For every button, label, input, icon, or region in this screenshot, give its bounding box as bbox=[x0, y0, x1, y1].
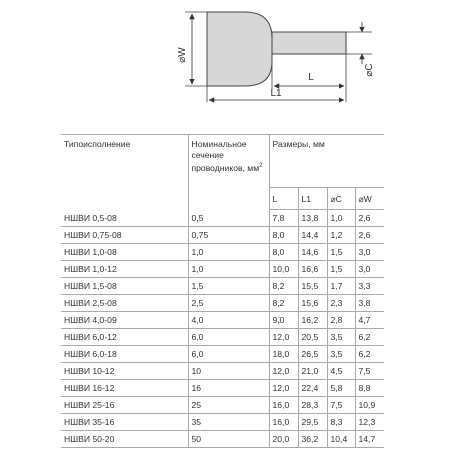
cell-type: НШВИ 0,75-08 bbox=[61, 227, 188, 244]
cell-nominal: 0,75 bbox=[188, 227, 269, 244]
cell-type: НШВИ 6,0-12 bbox=[61, 329, 188, 346]
cell-type: НШВИ 6,0-18 bbox=[61, 346, 188, 363]
cell-w: 10,9 bbox=[355, 397, 384, 414]
header-nominal-text: Номинальное сечение проводников, мм bbox=[191, 139, 260, 173]
cell-l: 12,0 bbox=[269, 380, 298, 397]
cell-l1: 15,6 bbox=[298, 295, 327, 312]
subheader-c: ⌀C bbox=[327, 188, 355, 210]
cell-w: 12,3 bbox=[355, 414, 384, 431]
cell-nominal: 50 bbox=[188, 431, 269, 448]
cell-c: 10,4 bbox=[327, 431, 355, 448]
cell-nominal: 1,0 bbox=[188, 261, 269, 278]
header-dims: Размеры, мм bbox=[269, 135, 384, 188]
dim-c-label: ⌀C bbox=[364, 63, 375, 77]
cell-l1: 16,6 bbox=[298, 261, 327, 278]
cell-c: 3,5 bbox=[327, 329, 355, 346]
cell-nominal: 2,5 bbox=[188, 295, 269, 312]
cell-l: 18,0 bbox=[269, 346, 298, 363]
cell-type: НШВИ 16-12 bbox=[61, 380, 188, 397]
cell-l1: 22,4 bbox=[298, 380, 327, 397]
cell-l1: 16,2 bbox=[298, 312, 327, 329]
tube-shape bbox=[272, 32, 346, 54]
sleeve-shape bbox=[207, 12, 272, 86]
header-nominal-sup: 2 bbox=[259, 163, 263, 169]
dim-l-label: L bbox=[308, 72, 314, 83]
cell-nominal: 35 bbox=[188, 414, 269, 431]
table-row bbox=[61, 278, 384, 295]
cell-nominal: 1,5 bbox=[188, 278, 269, 295]
cell-l: 9,0 bbox=[269, 312, 298, 329]
cell-l: 8,0 bbox=[269, 227, 298, 244]
cell-l: 10,0 bbox=[269, 261, 298, 278]
cell-nominal: 6,0 bbox=[188, 346, 269, 363]
cell-c: 7,5 bbox=[327, 397, 355, 414]
subheader-w: ⌀W bbox=[355, 188, 384, 210]
subheader-l1: L1 bbox=[298, 188, 327, 210]
cell-l: 12,0 bbox=[269, 363, 298, 380]
cell-c: 5,8 bbox=[327, 380, 355, 397]
cell-w: 3,8 bbox=[355, 295, 384, 312]
cell-type: НШВИ 25-16 bbox=[61, 397, 188, 414]
table-row bbox=[61, 261, 384, 278]
cell-nominal: 1,0 bbox=[188, 244, 269, 261]
cell-l1: 36,2 bbox=[298, 431, 327, 448]
table-row bbox=[61, 210, 384, 227]
cell-w: 6,2 bbox=[355, 329, 384, 346]
subheader-l: L bbox=[269, 188, 298, 210]
cell-l1: 20,5 bbox=[298, 329, 327, 346]
cell-w: 6,2 bbox=[355, 346, 384, 363]
table-row bbox=[61, 329, 384, 346]
cell-c: 1,2 bbox=[327, 227, 355, 244]
ferrule-drawing bbox=[0, 0, 450, 130]
cell-c: 1,7 bbox=[327, 278, 355, 295]
cell-type: НШВИ 1,5-08 bbox=[61, 278, 188, 295]
cell-l: 12,0 bbox=[269, 329, 298, 346]
cell-l: 16,0 bbox=[269, 397, 298, 414]
cell-c: 3,5 bbox=[327, 346, 355, 363]
cell-w: 3,3 bbox=[355, 278, 384, 295]
table-header-row bbox=[61, 135, 384, 188]
table-row bbox=[61, 295, 384, 312]
table-row bbox=[61, 431, 384, 448]
cell-w: 8,8 bbox=[355, 380, 384, 397]
cell-nominal: 25 bbox=[188, 397, 269, 414]
cell-type: НШВИ 4,0-09 bbox=[61, 312, 188, 329]
cell-nominal: 0,5 bbox=[188, 210, 269, 227]
cell-type: НШВИ 1,0-12 bbox=[61, 261, 188, 278]
cell-c: 8,3 bbox=[327, 414, 355, 431]
cell-w: 3,0 bbox=[355, 261, 384, 278]
cell-type: НШВИ 2,5-08 bbox=[61, 295, 188, 312]
cell-l1: 28,3 bbox=[298, 397, 327, 414]
spec-table bbox=[61, 134, 384, 448]
cell-l1: 29,5 bbox=[298, 414, 327, 431]
cell-l: 7,8 bbox=[269, 210, 298, 227]
cell-type: НШВИ 0,5-08 bbox=[61, 210, 188, 227]
cell-c: 2,3 bbox=[327, 295, 355, 312]
cell-nominal: 10 bbox=[188, 363, 269, 380]
cell-l1: 21,0 bbox=[298, 363, 327, 380]
cell-nominal: 16 bbox=[188, 380, 269, 397]
cell-l1: 14,6 bbox=[298, 244, 327, 261]
cell-type: НШВИ 1,0-08 bbox=[61, 244, 188, 261]
cell-l1: 26,5 bbox=[298, 346, 327, 363]
cell-l: 16,0 bbox=[269, 414, 298, 431]
table-row bbox=[61, 312, 384, 329]
cell-l: 8,0 bbox=[269, 244, 298, 261]
cell-type: НШВИ 35-16 bbox=[61, 414, 188, 431]
cell-w: 3,0 bbox=[355, 244, 384, 261]
table-row bbox=[61, 244, 384, 261]
table-row bbox=[61, 227, 384, 244]
cell-c: 4,5 bbox=[327, 363, 355, 380]
dim-l1-label: L1 bbox=[270, 88, 282, 99]
cell-w: 4,7 bbox=[355, 312, 384, 329]
cell-w: 14,7 bbox=[355, 431, 384, 448]
dim-w-label: ⌀W bbox=[177, 47, 188, 63]
cell-l: 8,2 bbox=[269, 278, 298, 295]
cell-w: 7,5 bbox=[355, 363, 384, 380]
table-row bbox=[61, 397, 384, 414]
cell-nominal: 4,0 bbox=[188, 312, 269, 329]
cell-l1: 14,4 bbox=[298, 227, 327, 244]
cell-l1: 15,5 bbox=[298, 278, 327, 295]
table-row bbox=[61, 414, 384, 431]
table-row bbox=[61, 363, 384, 380]
cell-c: 1,5 bbox=[327, 244, 355, 261]
header-nominal bbox=[188, 135, 269, 210]
cell-l: 8,2 bbox=[269, 295, 298, 312]
table-row bbox=[61, 346, 384, 363]
cell-nominal: 6,0 bbox=[188, 329, 269, 346]
cell-l1: 13,8 bbox=[298, 210, 327, 227]
cell-c: 1,0 bbox=[327, 210, 355, 227]
header-type: Типоисполнение bbox=[61, 135, 188, 210]
cell-type: НШВИ 50-20 bbox=[61, 431, 188, 448]
cell-w: 2,6 bbox=[355, 210, 384, 227]
table-row bbox=[61, 380, 384, 397]
cell-c: 1,5 bbox=[327, 261, 355, 278]
cell-type: НШВИ 10-12 bbox=[61, 363, 188, 380]
cell-l: 20,0 bbox=[269, 431, 298, 448]
cell-c: 2,8 bbox=[327, 312, 355, 329]
cell-w: 2,6 bbox=[355, 227, 384, 244]
